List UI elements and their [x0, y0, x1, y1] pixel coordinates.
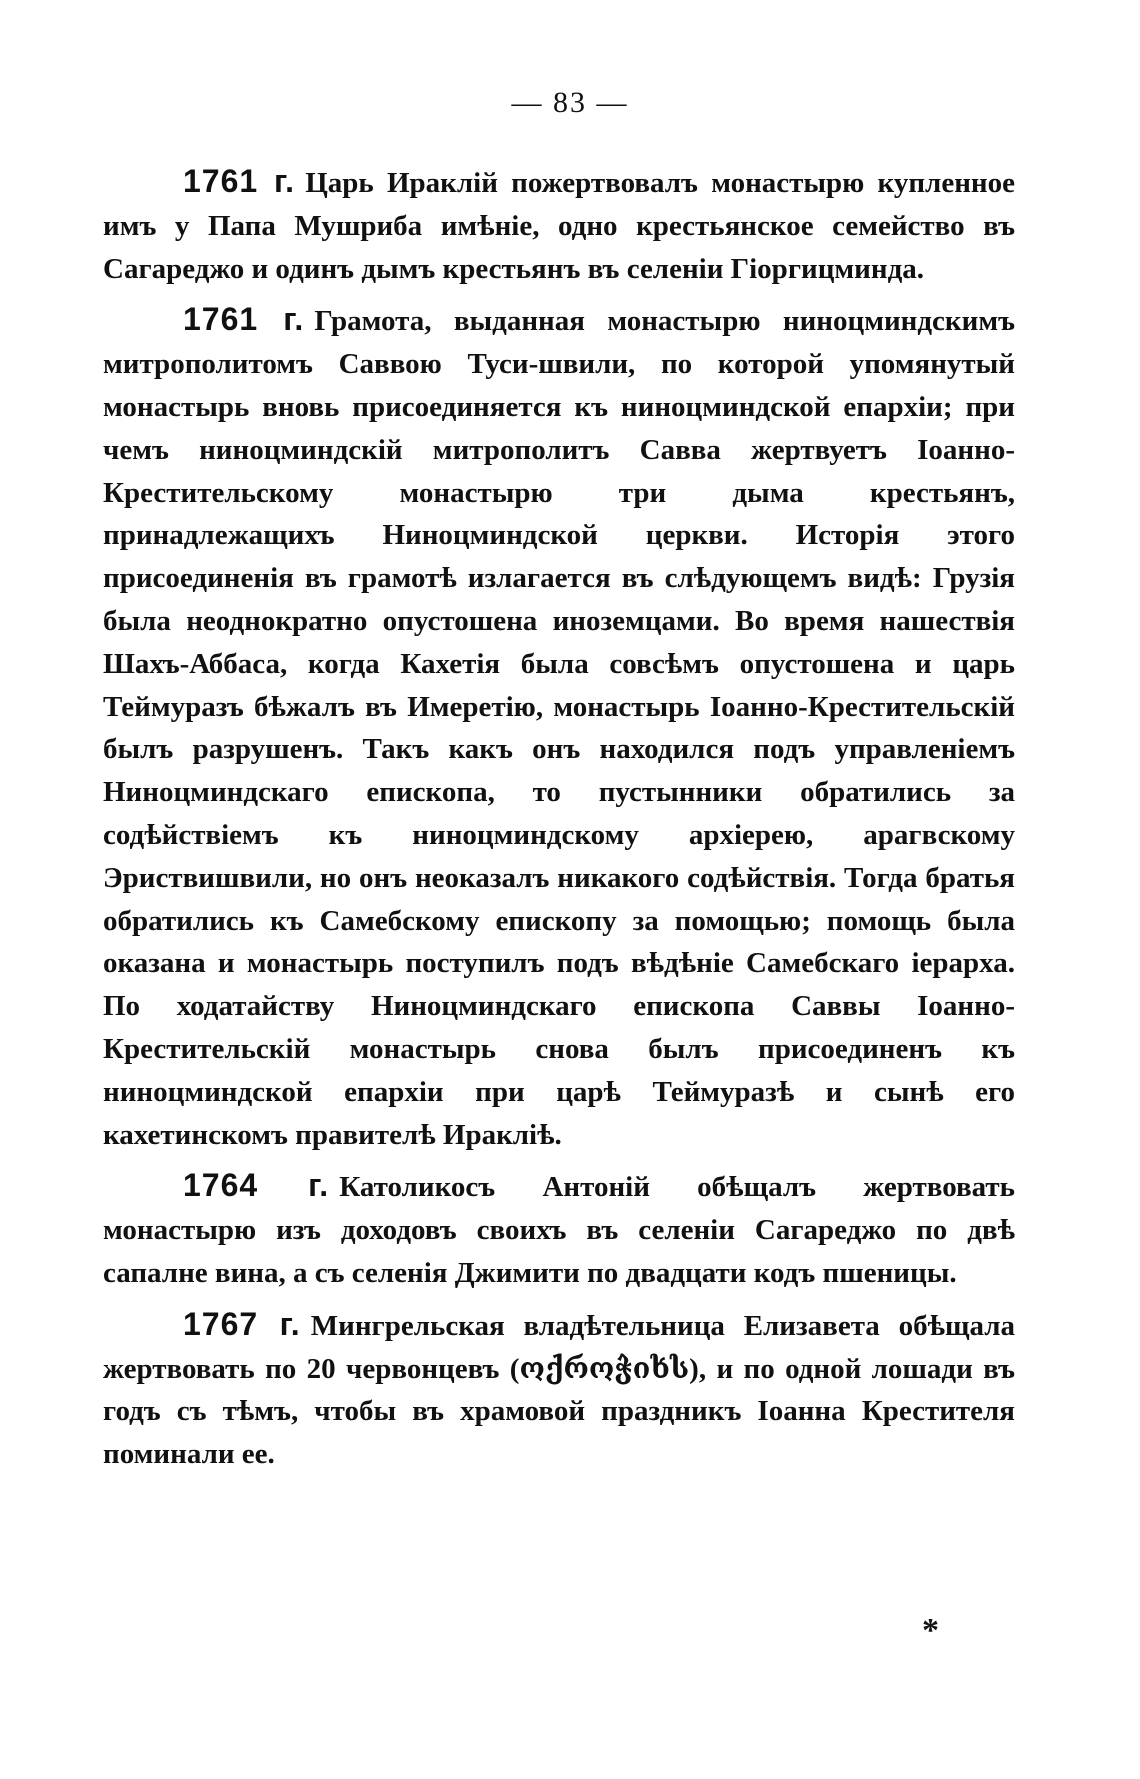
body-text	[103, 160, 1015, 1484]
entry-paragraph-1761-b	[103, 298, 1015, 1156]
entry-text: Царь Ираклій пожертвовалъ монастырю купленное имъ у Папа Мушриба имѣніе, одно крестьянское семейство въ Сагареджо и одинъ дымъ крестьянъ въ селеніи Гіоргицминда.	[103, 167, 1015, 285]
entry-paragraph-1761-a	[103, 160, 1015, 290]
entry-paragraph-1764	[103, 1164, 1015, 1294]
entry-year: 1761 г.	[183, 163, 296, 199]
entry-text: Католикосъ Антоній обѣщалъ жертвовать монастырю изъ доходовъ своихъ въ селеніи Сагареджо по двѣ сапалне вина, а съ селенія Джимити по двадцати кодъ пшеницы.	[103, 1171, 1015, 1289]
entry-year: 1767 г.	[183, 1305, 301, 1342]
entry-year: 1764 г.	[183, 1167, 330, 1204]
entry-paragraph-1767	[103, 1303, 1015, 1476]
footer-asterisk: *	[922, 1612, 939, 1649]
entry-text: Мингрельская владѣтельница Елизавета обѣщала жертвовать по 20 червонцевъ (ოქროჭიხს), и по одной лошади въ годъ съ тѣмъ, чтобы въ храмовой праздникъ Іоанна Крестителя поминали ее.	[103, 1309, 1015, 1471]
page-number: — 83 —	[511, 86, 629, 119]
entry-text: Грамота, выданная монастырю ниноцминдскимъ митрополитомъ Саввою Туси-швили, по которой упомянутый монастырь вновь присоединяется къ ниноцминдской епархіи; при чемъ ниноцминдскій митрополитъ Савва жертвуетъ Іоанно-Крестительскому монастырю три дыма крестьянъ, принадлежащихъ Ниноцминдской церкви. Исторія этого присоединенія въ грамотѣ излагается въ слѣдующемъ видѣ: Грузія была неоднократно опустошена иноземцами. Во время нашествія Шахъ-Аббаса, когда Кахетія была совсѣмъ опустошена и царь Теймуразъ бѣжалъ въ Имеретію, монастырь Іоанно-Крестительскій былъ разрушенъ. Такъ какъ онъ находился подъ управленіемъ Ниноцминдскаго епископа, то пустынники обратились за содѣйствіемъ къ ниноцминдскому архіерею, арагвскому Эриствишвили, но онъ неоказалъ никакого содѣйствія. Тогда братья обратились къ Самебскому епископу за помощью; помощь была оказана и монастырь поступилъ подъ вѣдѣніе Самебскаго іерарха. По ходатайству Ниноцминдскаго епископа Саввы Іоанно-Крестительскій монастырь снова былъ присоединенъ къ ниноцминдской епархіи при царѣ Теймуразѣ и сынѣ его кахетинскомъ правителѣ Ираклiѣ.	[103, 305, 1016, 1151]
entry-year: 1761 г.	[183, 301, 305, 338]
